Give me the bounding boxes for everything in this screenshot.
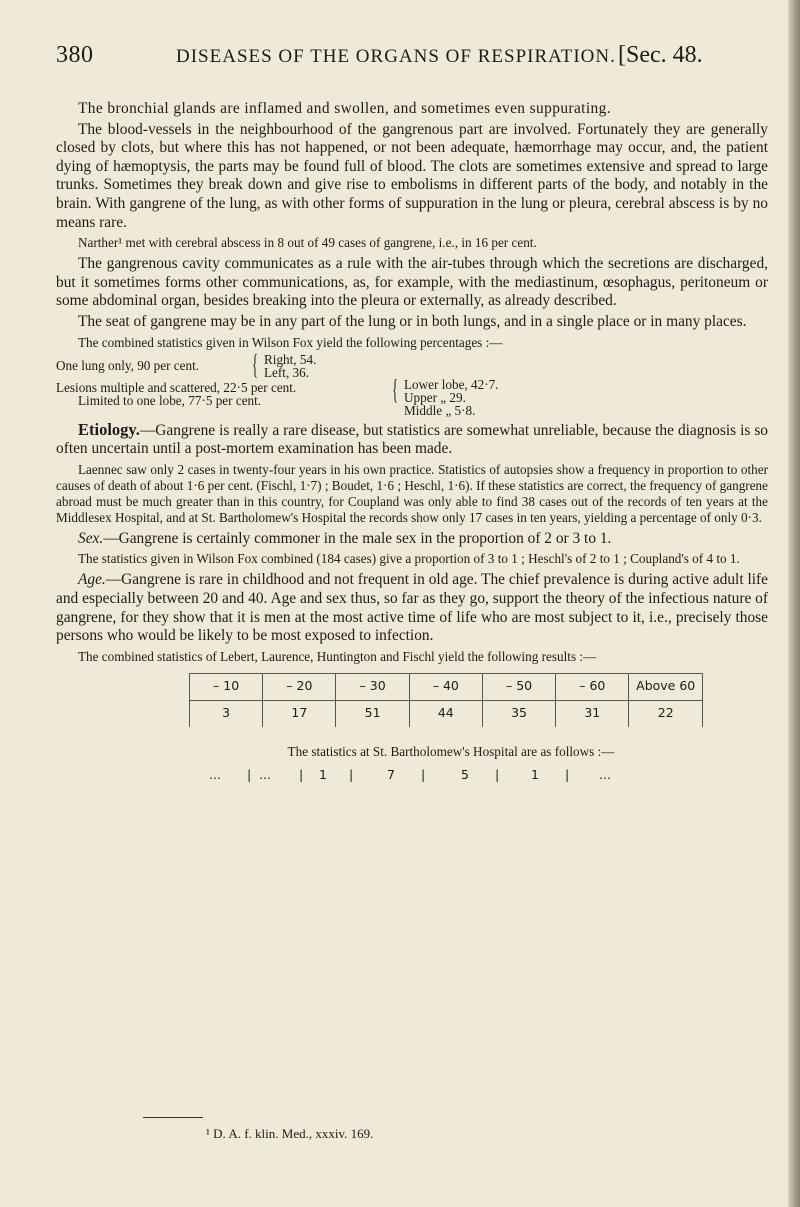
note-sex-stats: The statistics given in Wilson Fox combined (184 cases) give a proportion of 3 to 1 ; Heschl's of 2 to 1 ; Coupland's of 4 to 1. [78,551,740,567]
bart-value: ... [599,766,611,782]
brace-icon: { [252,349,259,381]
bart-value: 1 [319,766,327,782]
paragraph-etiology [56,421,768,459]
note-age-stats: The combined statistics of Lebert, Laurence, Huntington and Fischl yield the following results :— [78,648,597,664]
stat-multiple: Lesions multiple and scattered, 22·5 per cent. [56,379,297,395]
paragraph-bronchial-glands: The bronchial glands are inflamed and swollen, and sometimes even suppurating. [78,100,611,117]
footnote: ¹ D. A. f. klin. Med., xxxiv. 169. [206,1126,374,1141]
stat-limited: Limited to one lobe, 77·5 per cent. [78,392,262,408]
age-table-header-row [190,673,703,700]
page-header [56,42,776,78]
page-number: 380 [56,42,94,68]
sex-text: —Gangrene is certainly commoner in the male sex in the proportion of 2 or 3 to 1. [103,529,612,547]
age-table-values-row [190,700,703,727]
age-text: —Gangrene is rare in childhood and not frequent in old age. The chief prevalence is during active adult life and especially between 20 and 40. Age and sex thus, so far as they go, support the theory of the infectious nature of gangrene, for they show that it is men at the most active time of life who are most subject to it, i.e., precisely those persons who would be likely to be most exposed to infection. [56,571,768,645]
etiology-text: —Gangrene is really a rare disease, but statistics are somewhat unreliable, because the diagnosis is so often uncertain until a post-mortem examination has been made. [56,421,768,458]
bartholomew-caption: The statistics at St. Bartholomew's Hospital are as follows :— [287,743,615,759]
age-header-cell: – 50 [482,673,555,700]
bartholomew-row: ... | ... | 1 | 7 | 5 | 1 | ... [199,766,699,782]
paragraph-sex [56,530,768,549]
age-value-cell: 3 [190,700,263,727]
heading-etiology: Etiology. [78,419,140,439]
running-title: DISEASES OF THE ORGANS OF RESPIRATION. [176,46,616,67]
note-narther: Narther¹ met with cerebral abscess in 8 out of 49 cases of gangrene, i.e., in 16 per cent. [78,235,537,251]
age-value-cell: 31 [556,700,629,727]
age-header-cell: – 40 [409,673,482,700]
stat-upper-lobe: Upper „ 29. [404,389,466,405]
brace-icon: { [392,374,399,406]
percentage-stats [56,349,768,418]
age-value-cell: 22 [629,700,703,727]
stat-middle-lobe: Middle „ 5·8. [404,402,476,418]
stat-right: Right, 54. [264,351,317,367]
heading-sex: Sex. [78,529,104,547]
note-laennec: Laennec saw only 2 cases in twenty-four years in his own practice. Statistics of autopsies show a frequency in proportion to other causes of death of about 1·6 per cent. (Fischl, 1·7) ; Boudet, 1·6 ; Heschl, 1·6). If these statistics are correct, the frequency of gangrene abroad must be much greater than in this country, for Coupland was only able to find 38 cases out of the records of ten years at the Middlesex Hospital, and at St. Bartholomew's Hospital the records show only 17 cases in ten years, yielding a percentage of only 0·3. [56,461,768,525]
age-table-block [56,673,768,793]
age-value-cell: 51 [336,700,409,727]
paragraph-seat: The seat of gangrene may be in any part of the lung or in both lungs, and in a single place or in many places. [78,312,747,330]
bart-value: 5 [461,766,469,782]
page-edge [788,0,800,1207]
age-value-cell: 44 [409,700,482,727]
footnote-rule [143,1117,203,1118]
age-table [189,673,703,727]
bart-value: ... [209,766,221,782]
paragraph-age [56,571,768,645]
age-header-cell: – 60 [556,673,629,700]
age-header-cell: – 10 [190,673,263,700]
paragraph-blood-vessels: The blood-vessels in the neighbourhood of the gangrenous part are involved. Fortunately they are generally closed by clots, but where this has not happened, or not been adequate, hæmorrhage may occur, and, the patient dying of hæmoptysis, the parts may be found full of blood. The clots are sometimes extensive and spread to large trunks. Sometimes they break down and give rise to embolisms in different parts of the body, and notably in the brain. With gangrene of the lung, as with other forms of suppuration in the lung or pleura, cerebral abscess is by no means rare. [56,120,768,231]
stats-intro: The combined statistics given in Wilson Fox yield the following percentages :— [78,334,503,350]
stat-lower-lobe: Lower lobe, 42·7. [404,376,499,392]
age-header-cell: – 30 [336,673,409,700]
body-text [56,100,768,793]
bart-value: 1 [531,766,539,782]
age-value-cell: 35 [482,700,555,727]
age-value-cell: 17 [263,700,336,727]
age-header-cell: – 20 [263,673,336,700]
section-label: [Sec. 48. [618,42,703,68]
heading-age: Age. [78,571,106,589]
paragraph-cavity: The gangrenous cavity communicates as a rule with the air-tubes through which the secretions are discharged, but it sometimes forms other communications, as, for example, with the mediastinum, œsophagus, peritoneum or some abdominal organ, besides breaking into the pleura or externally, as already described. [56,255,768,310]
bart-value: 7 [387,766,395,782]
stat-left: Left, 36. [264,364,310,380]
stat-one-lung: One lung only, 90 per cent. [56,357,200,373]
bart-value: ... [259,766,271,782]
age-header-cell: Above 60 [629,673,703,700]
